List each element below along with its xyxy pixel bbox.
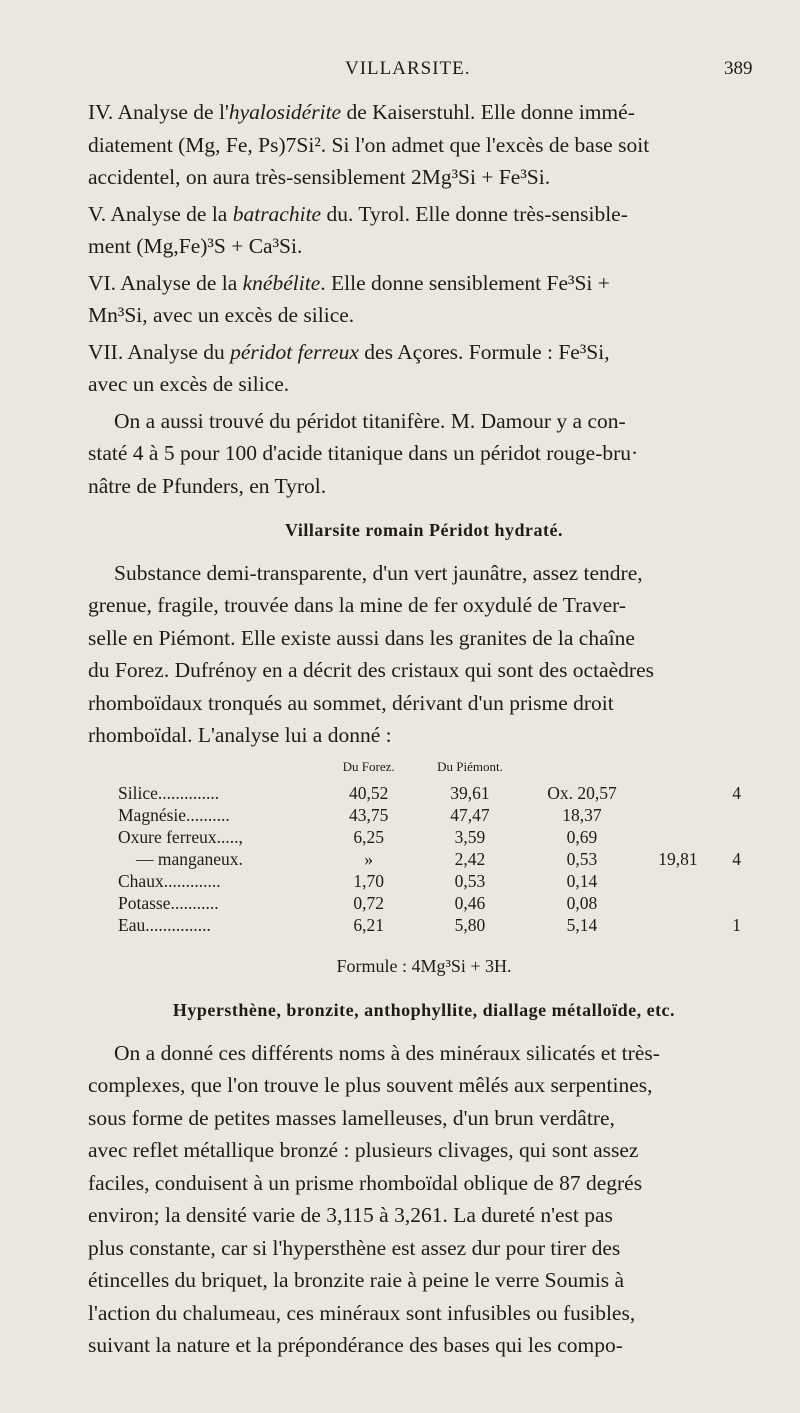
mineral-name: batrachite: [232, 201, 322, 226]
table-row: Magnésie.......... 43,75 47,47 18,37: [118, 804, 602, 825]
paragraph-peridot-titanifere: On a aussi trouvé du péridot titanifère. M. Damour y a con- staté 4 à 5 pour 100 d'acide titanique dans un péridot rouge-bru· nâtre de Pfunders, en Tyrol.: [88, 408, 639, 498]
table-row: — manganeux. » 2,42 0,53 19,81 4: [136, 848, 742, 869]
mineral-name: hyalosidérite: [228, 100, 342, 124]
paragraph-hypersthene: On a donné ces différents noms à des minéraux silicatés et très- complexes, que l'on trouve le plus souvent mêlés aux serpentines, sous forme de petites masses lamelleuses, d'un brun verdâtre, avec reflet métallique bronzé : plusieurs clivages, qui sont assez faciles, conduisent à un prisme rhomboïdal oblique de 87 degrés environ; la densité varie de 3,115 à 3,261. La dureté n'est pas plus constante, car si l'hypersthène est assez dur pour tirer des étincelles du briquet, la bronzite raie à peine le verre Soumis à l'action du chalumeau, ces minéraux sont infusibles ou fusibles, suivant la nature et la prépondérance des bases qui les compo-: [88, 1040, 660, 1357]
page-number: 389: [724, 58, 753, 79]
table-header-row: [118, 756, 758, 782]
table-row: Silice.............. 40,52 39,61 Ox. 20,57 4: [118, 782, 742, 803]
paragraph-analysis-iv: IV. Analyse de l'hyalosidérite de Kaiserstuhl. Elle donne immé- diatement (Mg, Fe, Ps)7Si². Si l'on admet que l'excès de base soit accidentel, on aura très-sensiblement 2Mg³Si + Fe³Si.: [88, 100, 650, 189]
table-row: Potasse........... 0,72 0,46 0,08: [118, 892, 598, 913]
paragraph-analysis-vi: VI. Analyse de la knébélite. Elle donne sensiblement Fe³Si + Mn³Si, avec un excès de silice.: [88, 270, 610, 327]
page-body: [88, 96, 760, 1366]
paragraph-villarsite: Substance demi-transparente, d'un vert jaunâtre, assez tendre, grenue, fragile, trouvée dans la mine de fer oxydulé de Traver- selle en Piémont. Elle existe aussi dans les granites de la chaîne du Forez. Dufrénoy en a décrit des cristaux qui sont des octaèdres rhomboïdaux tronqués au sommet, dérivant d'un prisme droit rhomboïdal. L'analyse lui a donné :: [88, 560, 654, 747]
table-row: Chaux............. 1,70 0,53 0,14: [118, 870, 598, 891]
table-row: Eau............... 6,21 5,80 5,14 1: [118, 914, 742, 935]
section-title-villarsite: Villarsite romain Péridot hydraté.: [285, 520, 563, 540]
table-row: Oxure ferreux....., 6,25 3,59 0,69: [118, 826, 598, 847]
formula: Formule : 4Mg³Si + 3H.: [336, 955, 512, 976]
running-title: VILLARSITE.: [345, 58, 471, 79]
mineral-name: knébélite: [242, 270, 321, 295]
column-header: Du Piémont.: [437, 758, 503, 774]
paragraph-analysis-vii: VII. Analyse du péridot ferreux des Açores. Formule : Fe³Si, avec un excès de silice.: [88, 339, 610, 396]
paragraph-analysis-v: V. Analyse de la batrachite du. Tyrol. Elle donne très-sensible- ment (Mg,Fe)³S + Ca³Si.: [88, 201, 628, 258]
section-title-hypersthene: Hypersthène, bronzite, anthophyllite, diallage métalloïde, etc.: [172, 1000, 676, 1020]
mineral-name: péridot ferreux: [230, 339, 359, 364]
page-header: [0, 58, 800, 88]
column-header: Du Forez.: [342, 758, 395, 774]
analysis-table: [118, 756, 758, 936]
